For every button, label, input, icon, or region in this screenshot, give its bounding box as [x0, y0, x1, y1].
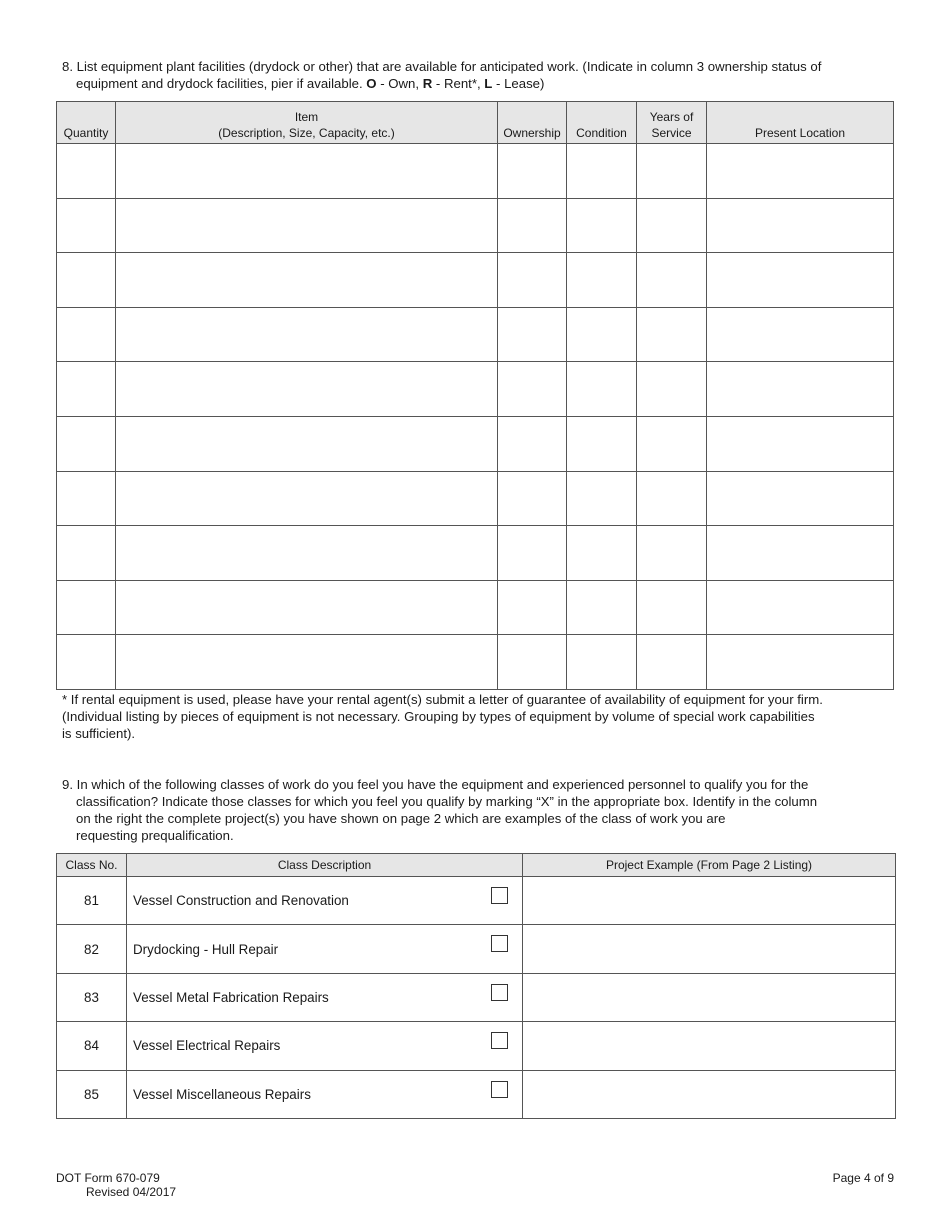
form-number: DOT Form 670-079 — [56, 1171, 160, 1185]
header-item-line1: Item — [294, 110, 319, 124]
equipment-quantity-cell[interactable] — [57, 635, 116, 690]
equipment-years-of-service-cell[interactable] — [637, 198, 707, 253]
equipment-present-location-cell[interactable] — [707, 253, 894, 308]
rental-note-line1: * If rental equipment is used, please have your rental agent(s) submit a letter of guarantee of availability of equipment for your firm. — [62, 692, 823, 707]
equipment-ownership-cell[interactable] — [498, 307, 567, 362]
equipment-condition-cell[interactable] — [567, 362, 637, 417]
q9-line4: requesting prequalification. — [76, 828, 234, 843]
equipment-item-cell[interactable] — [116, 635, 498, 690]
equipment-item-cell[interactable] — [116, 580, 498, 635]
header-quantity — [57, 102, 116, 144]
class-description: Vessel Electrical Repairs — [133, 1038, 281, 1054]
equipment-table — [56, 101, 894, 690]
header-condition — [567, 102, 637, 144]
equipment-quantity-cell[interactable] — [57, 471, 116, 526]
project-example-cell[interactable] — [523, 1022, 896, 1070]
class-checkbox[interactable] — [491, 984, 508, 1001]
equipment-present-location-cell[interactable] — [707, 471, 894, 526]
equipment-item-cell[interactable] — [116, 198, 498, 253]
equipment-item-cell[interactable] — [116, 362, 498, 417]
lease-code: L — [484, 76, 493, 91]
own-text: - Own, — [376, 76, 423, 91]
equipment-row — [57, 198, 894, 253]
equipment-row — [57, 362, 894, 417]
class-row — [57, 925, 896, 973]
equipment-quantity-cell[interactable] — [57, 307, 116, 362]
class-table-body — [57, 877, 896, 1119]
equipment-item-cell[interactable] — [116, 253, 498, 308]
revision-date: Revised 04/2017 — [86, 1185, 177, 1199]
equipment-ownership-cell[interactable] — [498, 198, 567, 253]
equipment-item-cell[interactable] — [116, 307, 498, 362]
rental-note — [62, 691, 892, 742]
header-years-line2: Service — [651, 126, 692, 140]
class-description-cell — [127, 925, 523, 973]
q9-line2: classification? Indicate those classes for which you feel you qualify by marking “X” in the appropriate box. Identify in the column — [76, 794, 818, 809]
equipment-header-row — [57, 102, 894, 144]
q8-line1: 8. List equipment plant facilities (drydock or other) that are available for anticipated work. (Indicate in column 3 ownership status of — [62, 59, 822, 74]
equipment-condition-cell[interactable] — [567, 198, 637, 253]
rental-note-line3: is sufficient). — [62, 726, 136, 741]
equipment-ownership-cell[interactable] — [498, 471, 567, 526]
header-location-label: Present Location — [754, 126, 846, 140]
header-class-no: Class No. — [57, 854, 127, 877]
class-description-cell — [127, 877, 523, 925]
equipment-condition-cell[interactable] — [567, 471, 637, 526]
equipment-years-of-service-cell[interactable] — [637, 253, 707, 308]
lease-text: - Lease) — [492, 76, 545, 91]
equipment-row — [57, 471, 894, 526]
equipment-quantity-cell[interactable] — [57, 416, 116, 471]
own-code: O — [366, 76, 377, 91]
class-description: Vessel Metal Fabrication Repairs — [133, 989, 329, 1005]
equipment-present-location-cell[interactable] — [707, 198, 894, 253]
class-number: 82 — [57, 925, 127, 973]
equipment-row — [57, 144, 894, 199]
equipment-table-body — [57, 144, 894, 690]
equipment-item-cell[interactable] — [116, 471, 498, 526]
header-class-description: Class Description — [127, 854, 523, 877]
equipment-condition-cell[interactable] — [567, 307, 637, 362]
equipment-row — [57, 580, 894, 635]
q9-line1: 9. In which of the following classes of work do you feel you have the equipment and experienced personnel to qualify you for the — [62, 777, 809, 792]
equipment-present-location-cell[interactable] — [707, 416, 894, 471]
equipment-years-of-service-cell[interactable] — [637, 307, 707, 362]
header-item-line2: (Description, Size, Capacity, etc.) — [218, 126, 395, 140]
equipment-quantity-cell[interactable] — [57, 198, 116, 253]
class-description-cell — [127, 1070, 523, 1118]
header-present-location — [707, 102, 894, 144]
project-example-cell[interactable] — [523, 925, 896, 973]
equipment-condition-cell[interactable] — [567, 253, 637, 308]
class-row — [57, 1022, 896, 1070]
equipment-years-of-service-cell[interactable] — [637, 526, 707, 581]
header-condition-label: Condition — [576, 126, 627, 140]
equipment-item-cell[interactable] — [116, 144, 498, 199]
header-quantity-label: Quantity — [63, 126, 109, 140]
rent-text: - Rent*, — [432, 76, 485, 91]
equipment-years-of-service-cell[interactable] — [637, 416, 707, 471]
equipment-row — [57, 253, 894, 308]
class-description: Vessel Miscellaneous Repairs — [133, 1086, 311, 1102]
equipment-quantity-cell[interactable] — [57, 580, 116, 635]
class-number: 81 — [57, 877, 127, 925]
header-item — [116, 102, 498, 144]
class-row — [57, 877, 896, 925]
equipment-present-location-cell[interactable] — [707, 362, 894, 417]
class-description: Drydocking - Hull Repair — [133, 941, 279, 957]
form-identifier — [56, 1171, 176, 1199]
q9-line3: on the right the complete project(s) you have shown on page 2 which are examples of the class of work you are — [76, 811, 726, 826]
equipment-present-location-cell[interactable] — [707, 526, 894, 581]
equipment-quantity-cell[interactable] — [57, 144, 116, 199]
class-checkbox[interactable] — [491, 1081, 508, 1098]
equipment-ownership-cell[interactable] — [498, 253, 567, 308]
equipment-condition-cell[interactable] — [567, 580, 637, 635]
header-years-of-service — [637, 102, 707, 144]
header-years-line1: Years of — [649, 110, 694, 124]
equipment-ownership-cell[interactable] — [498, 580, 567, 635]
equipment-years-of-service-cell[interactable] — [637, 144, 707, 199]
equipment-quantity-cell[interactable] — [57, 253, 116, 308]
class-description-cell — [127, 973, 523, 1021]
equipment-condition-cell[interactable] — [567, 526, 637, 581]
equipment-row — [57, 307, 894, 362]
equipment-years-of-service-cell[interactable] — [637, 635, 707, 690]
equipment-present-location-cell[interactable] — [707, 580, 894, 635]
equipment-ownership-cell[interactable] — [498, 526, 567, 581]
class-checkbox[interactable] — [491, 887, 508, 904]
equipment-present-location-cell[interactable] — [707, 144, 894, 199]
equipment-quantity-cell[interactable] — [57, 362, 116, 417]
project-example-cell[interactable] — [523, 1070, 896, 1118]
equipment-present-location-cell[interactable] — [707, 307, 894, 362]
class-table — [56, 853, 896, 1119]
q8-line2 — [62, 75, 892, 92]
question-8-text — [62, 58, 892, 92]
rent-code: R — [422, 76, 433, 91]
equipment-item-cell[interactable] — [116, 416, 498, 471]
header-ownership-label: Ownership — [503, 126, 561, 140]
class-number: 85 — [57, 1070, 127, 1118]
rental-note-line2: (Individual listing by pieces of equipment is not necessary. Grouping by types of equipment by volume of special work capabilities — [62, 709, 815, 724]
class-checkbox[interactable] — [491, 935, 508, 952]
equipment-item-cell[interactable] — [116, 526, 498, 581]
equipment-condition-cell[interactable] — [567, 144, 637, 199]
class-number: 84 — [57, 1022, 127, 1070]
class-header-row — [57, 854, 896, 877]
class-description: Vessel Construction and Renovation — [133, 893, 349, 909]
project-example-cell[interactable] — [523, 877, 896, 925]
header-project-example: Project Example (From Page 2 Listing) — [523, 854, 896, 877]
header-ownership — [498, 102, 567, 144]
equipment-condition-cell[interactable] — [567, 635, 637, 690]
class-description-cell — [127, 1022, 523, 1070]
equipment-ownership-cell[interactable] — [498, 362, 567, 417]
class-row — [57, 1070, 896, 1118]
class-checkbox[interactable] — [491, 1032, 508, 1049]
equipment-ownership-cell[interactable] — [498, 416, 567, 471]
equipment-ownership-cell[interactable] — [498, 635, 567, 690]
equipment-row — [57, 416, 894, 471]
equipment-condition-cell[interactable] — [567, 416, 637, 471]
equipment-row — [57, 635, 894, 690]
equipment-years-of-service-cell[interactable] — [637, 471, 707, 526]
project-example-cell[interactable] — [523, 973, 896, 1021]
q8-line2-prefix: equipment and drydock facilities, pier if available. — [76, 76, 367, 91]
equipment-present-location-cell[interactable] — [707, 635, 894, 690]
equipment-years-of-service-cell[interactable] — [637, 362, 707, 417]
equipment-years-of-service-cell[interactable] — [637, 580, 707, 635]
class-row — [57, 973, 896, 1021]
question-9-text — [62, 776, 892, 844]
class-number: 83 — [57, 973, 127, 1021]
equipment-quantity-cell[interactable] — [57, 526, 116, 581]
equipment-row — [57, 526, 894, 581]
page-number: Page 4 of 9 — [832, 1171, 894, 1185]
equipment-ownership-cell[interactable] — [498, 144, 567, 199]
